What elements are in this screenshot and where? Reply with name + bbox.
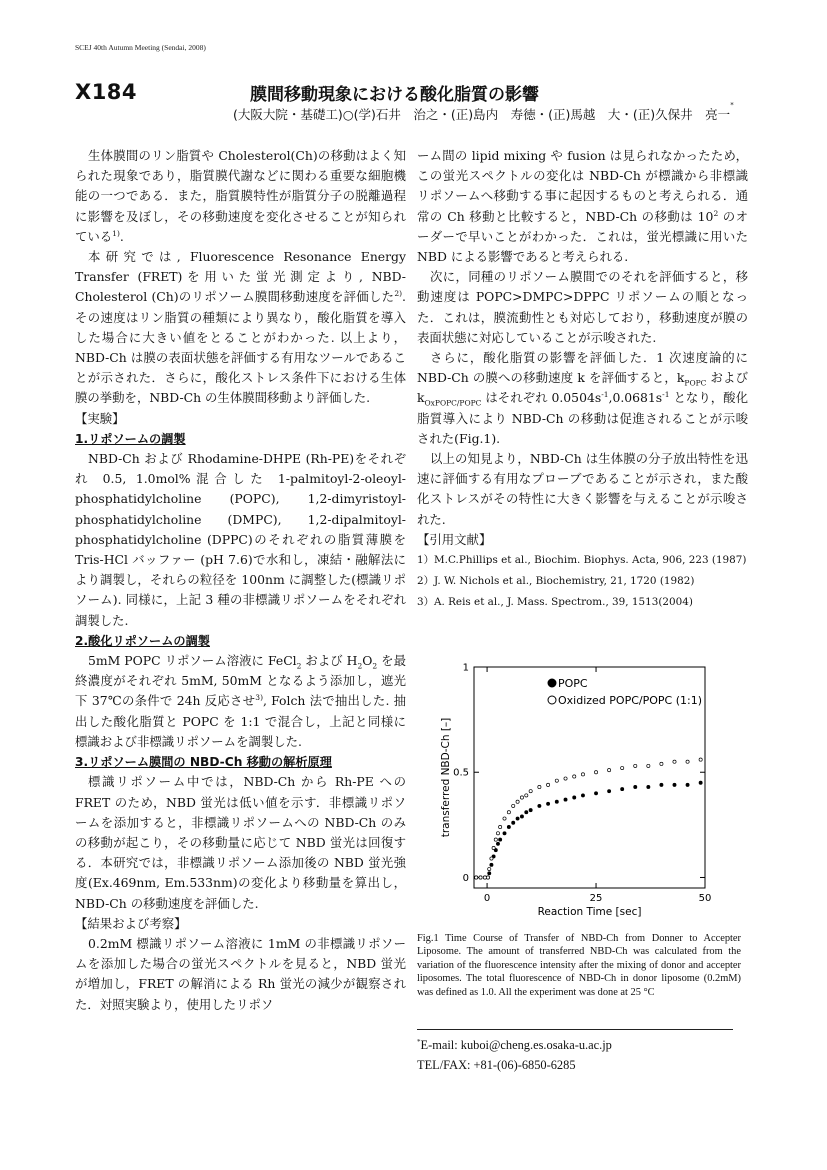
data-point-popc (564, 798, 567, 801)
x-tick-label: 25 (589, 893, 603, 904)
data-point-oxidized-popc (499, 825, 502, 828)
data-point-oxidized-popc (479, 876, 482, 879)
text: 生体膜間のリン脂質や Cholesterol(Ch)の移動はよく知られた現象であり，脂質膜代謝などに関わる重要な細胞機能の一つである．また，脂質膜特性が脂質分子の脱離過程に影響を及ぼし，その移動速度を変化させることが知られている (75, 148, 406, 244)
section-results: 【結果および考察】 (75, 915, 187, 931)
data-point-oxidized-popc (686, 760, 689, 763)
data-point-oxidized-popc (494, 838, 497, 841)
data-point-popc (520, 815, 523, 818)
footnote-rule (417, 1029, 733, 1030)
data-point-oxidized-popc (573, 775, 576, 778)
data-point-popc (699, 781, 702, 784)
data-point-popc (507, 825, 510, 828)
text: および H (301, 653, 358, 669)
data-point-oxidized-popc (608, 769, 611, 772)
x-tick-label: 0 (483, 893, 491, 904)
data-point-oxidized-popc (538, 785, 541, 788)
y-tick-label: 1 (462, 662, 469, 674)
reference-item: 1）M.C.Phillips et al., Biochim. Biophys. Acta, 906, 223 (1987) (417, 554, 747, 567)
data-point-popc (546, 802, 549, 805)
superscript: -1 (601, 390, 609, 400)
y-tick-label: 0.5 (453, 767, 469, 779)
data-point-popc (634, 785, 637, 788)
paragraph-liposome-prep: NBD-Ch および Rhodamine-DHPE (Rh-PE)をそれぞれ 0.5, 1.0mol%混合した 1-palmitoyl-2-oleoyl-phosphatidylcholine (POPC), 1,2-dimyristoyl-phosphatidylcholine (DMPC), 1,2-dipalmitoyl-phosphatidylcholine (DPPC)のそれぞれの脂質薄膜を Tris-HCl バッファー (pH 7.6)で水和し，凍結・融解法により調製し，それらの粒径を 100nm に調整した(標識リポソーム). 同様に，上記 3 種の非標識リポソームをそれぞれ調製した. (75, 451, 406, 628)
data-point-popc (529, 809, 532, 812)
abstract-code: X184 (75, 80, 138, 104)
subscript: POPC (684, 378, 707, 388)
x-tick-label: 50 (698, 893, 712, 904)
data-point-popc (516, 817, 519, 820)
paragraph-conclusion: 以上の知見より，NBD-Ch は生体膜の分子放出特性を迅速に評価する有用なプローブであることが示され，また酸化ストレスがその特性に大きく影響を与えることが示唆された. (417, 451, 748, 527)
data-point-popc (686, 783, 689, 786)
data-point-popc (608, 790, 611, 793)
legend-label: Oxidized POPC/POPC (1:1) (558, 694, 702, 707)
figure-1-chart (417, 655, 747, 930)
data-point-oxidized-popc (581, 773, 584, 776)
data-point-popc (660, 783, 663, 786)
author-line (233, 101, 734, 123)
data-point-oxidized-popc (594, 771, 597, 774)
text: , Folch 法で抽出した. 抽出した酸化脂質と POPC を 1:1 で混合し，上記と同様に標識および非標識リポソームを調製した. (75, 693, 406, 749)
x-axis-label: Reaction Time [sec] (537, 906, 642, 918)
author-names: (大阪大院・基礎工)○(学)石井 治之・(正)島内 寿徳・(正)馬越 大・(正)久保井 亮一 (233, 107, 731, 122)
data-point-oxidized-popc (503, 817, 506, 820)
text: を最終濃度がそれぞれ 5mM, 50mM となるよう添加し，遮光下 37℃の条件で 24h 反応させ (75, 653, 406, 709)
citation: 2) (394, 289, 403, 299)
text: .その速度はリン脂質の種類により異なり，酸化脂質を導入した場合に大きい値をとることがわかった. 以上より，NBD-Ch は膜の表面状態を評価する有用なツールであることが示された．さらに，酸化ストレス条件下における生体膜の挙動を，NBD-Ch の生体膜間移動より評価した. (75, 289, 406, 406)
intro-paragraph-1 (75, 146, 406, 247)
right-column (417, 146, 748, 613)
data-point-oxidized-popc (520, 796, 523, 799)
data-point-popc (499, 838, 502, 841)
text: のオーダーで早いことがわかった．これは，蛍光標識に用いた NBD による影響であると考えられる. (417, 208, 748, 265)
subscript: 2 (372, 661, 378, 671)
reference-item: 2）J. W. Nichols et al., Biochemistry, 21, 1720 (1982) (417, 575, 695, 588)
data-point-popc (621, 787, 624, 790)
paragraph-results-cont (417, 146, 748, 267)
data-point-oxidized-popc (699, 758, 702, 761)
data-point-oxidized-popc (525, 794, 528, 797)
data-point-oxidized-popc (673, 760, 676, 763)
contact-info (417, 1035, 612, 1075)
legend-label: POPC (558, 677, 588, 690)
legend-marker (548, 696, 556, 704)
text: ーム間の lipid mixing や fusion は見られなかったため，この蛍光スペクトルの変化は NBD-Ch が標識から非標識リポソームへ移動する事に起因するものと考えられる．通常の Ch 移動と比較すると，NBD-Ch の移動は 10 (417, 148, 748, 224)
left-column (75, 146, 406, 1015)
data-point-oxidized-popc (490, 857, 493, 860)
citation: 1) (112, 228, 120, 238)
paragraph-results-1: 0.2mM 標識リポソーム溶液に 1mM の非標識リポソームを添加した場合の蛍光スペクトルを見ると，NBD 蛍光が増加し，FRET の解消による Rh 蛍光の減少が観察された．対照実験より，使用したリポソ (75, 935, 406, 1012)
paper-title: 膜間移動現象における酸化脂質の影響 (250, 85, 539, 105)
data-point-oxidized-popc (564, 777, 567, 780)
data-point-oxidized-popc (634, 764, 637, 767)
legend-marker (548, 679, 556, 687)
reference-list (417, 550, 748, 613)
y-axis-label: transferred NBD-Ch [–] (440, 717, 452, 838)
paragraph-analysis-principle: 標識リポソーム中では，NBD-Ch から Rh-PE への FRET のため，NBD 蛍光は低い値を示す．非標識リポソームを添加すると，非標識リポソームへの NBD-Ch のみの移動が起こり，その移動量に応じて NBD 蛍光は回復する．本研究では，非標識リポソーム添加後の NBD 蛍光強度(Ex.469nm, Em.533nm)の変化より移動量を算出し，NBD-Ch の移動速度を評価した. (75, 774, 406, 911)
data-point-oxidized-popc (507, 811, 510, 814)
figure-caption: Fig.1 Time Course of Transfer of NBD-Ch from Donner to Accepter Liposome. The amount of transferred NBD-Ch was calculated from the variation of the fluorescence intensity after the mixing of donor and accepter liposomes. The total fluorescence of NBD-Ch in donor liposome (0.2mM) was defined as 1.0. All the experiment was done at 25 °C (417, 933, 741, 998)
data-point-oxidized-popc (492, 846, 495, 849)
text: 本研究では, Fluorescence Resonance Energy Transfer (FRET)を用いた蛍光測定より, NBD-Cholesterol (Ch)のリポソーム膜間移動速度を評価した (75, 249, 406, 305)
text: および k (417, 370, 748, 406)
citation: 3) (255, 693, 263, 703)
subscript: OxPOPC/POPC (424, 398, 482, 408)
text: 5mM POPC リポソーム溶液に FeCl (88, 653, 297, 669)
data-point-popc (538, 804, 541, 807)
text: はそれぞれ 0.0504s (481, 390, 602, 406)
y-tick-label: 0 (462, 872, 469, 884)
email-line (417, 1035, 612, 1055)
data-point-oxidized-popc (512, 804, 515, 807)
data-point-oxidized-popc (516, 800, 519, 803)
data-point-oxidized-popc (486, 876, 489, 879)
intro-paragraph-2 (75, 247, 406, 409)
text: となり，酸化脂質導入により NBD-Ch の移動は促進されることが示唆された(Fig.1). (417, 390, 748, 446)
data-point-popc (490, 863, 493, 866)
subscript: 2 (296, 661, 302, 671)
paragraph-results-3 (417, 348, 748, 449)
data-point-popc (594, 792, 597, 795)
email-text: E-mail: kuboi@cheng.es.osaka-u.ac.jp (420, 1038, 612, 1052)
section-references: 【引用文献】 (417, 531, 492, 547)
data-point-oxidized-popc (475, 876, 478, 879)
data-point-oxidized-popc (660, 762, 663, 765)
text: . (119, 228, 124, 244)
data-point-oxidized-popc (555, 779, 558, 782)
data-point-popc (525, 811, 528, 814)
data-point-oxidized-popc (647, 764, 650, 767)
tel-line: TEL/FAX: +81-(06)-6850-6285 (417, 1058, 576, 1072)
text: ,0.0681s (608, 390, 663, 406)
data-point-popc (488, 872, 491, 875)
data-point-popc (496, 842, 499, 845)
paragraph-oxidized-liposome (75, 651, 406, 752)
data-point-oxidized-popc (488, 867, 491, 870)
corresponding-mark: * (417, 1037, 421, 1046)
meeting-name: SCEJ 40th Autumn Meeting (Sendai, 2008) (75, 43, 206, 52)
data-point-popc (573, 796, 576, 799)
subscript: 2 (357, 661, 363, 671)
data-point-popc (512, 821, 515, 824)
section-experiment: 【実験】 (75, 410, 125, 426)
data-point-popc (581, 794, 584, 797)
superscript: 2 (713, 208, 719, 218)
text: さらに，酸化脂質の影響を評価した．1 次速度論的に NBD-Ch の膜への移動速度 k を評価すると，k (417, 350, 748, 386)
data-point-popc (503, 832, 506, 835)
data-point-oxidized-popc (529, 790, 532, 793)
data-point-popc (673, 783, 676, 786)
data-point-oxidized-popc (546, 783, 549, 786)
heading-oxidized-liposome: 2.酸化リポソームの調製 (75, 633, 210, 648)
heading-analysis-principle: 3.リポソーム膜間の NBD-Ch 移動の解析原理 (75, 755, 332, 770)
data-point-popc (555, 800, 558, 803)
corresponding-mark: * (730, 101, 734, 109)
paragraph-results-2: 次に，同種のリポソーム膜間でのそれを評価すると，移動速度は POPC>DMPC>DPPC リポソームの順となった．これは，膜流動性とも対応しており，移動速度が膜の表面状態に対応していることが示唆された. (417, 269, 748, 345)
heading-liposome-prep: 1.リポソームの調製 (75, 431, 186, 446)
text: O (362, 653, 373, 669)
superscript: -1 (662, 390, 670, 400)
data-point-oxidized-popc (496, 832, 499, 835)
data-point-popc (647, 785, 650, 788)
data-point-oxidized-popc (621, 766, 624, 769)
reference-item: 3）A. Reis et al., J. Mass. Spectrom., 39, 1513(2004) (417, 596, 693, 609)
